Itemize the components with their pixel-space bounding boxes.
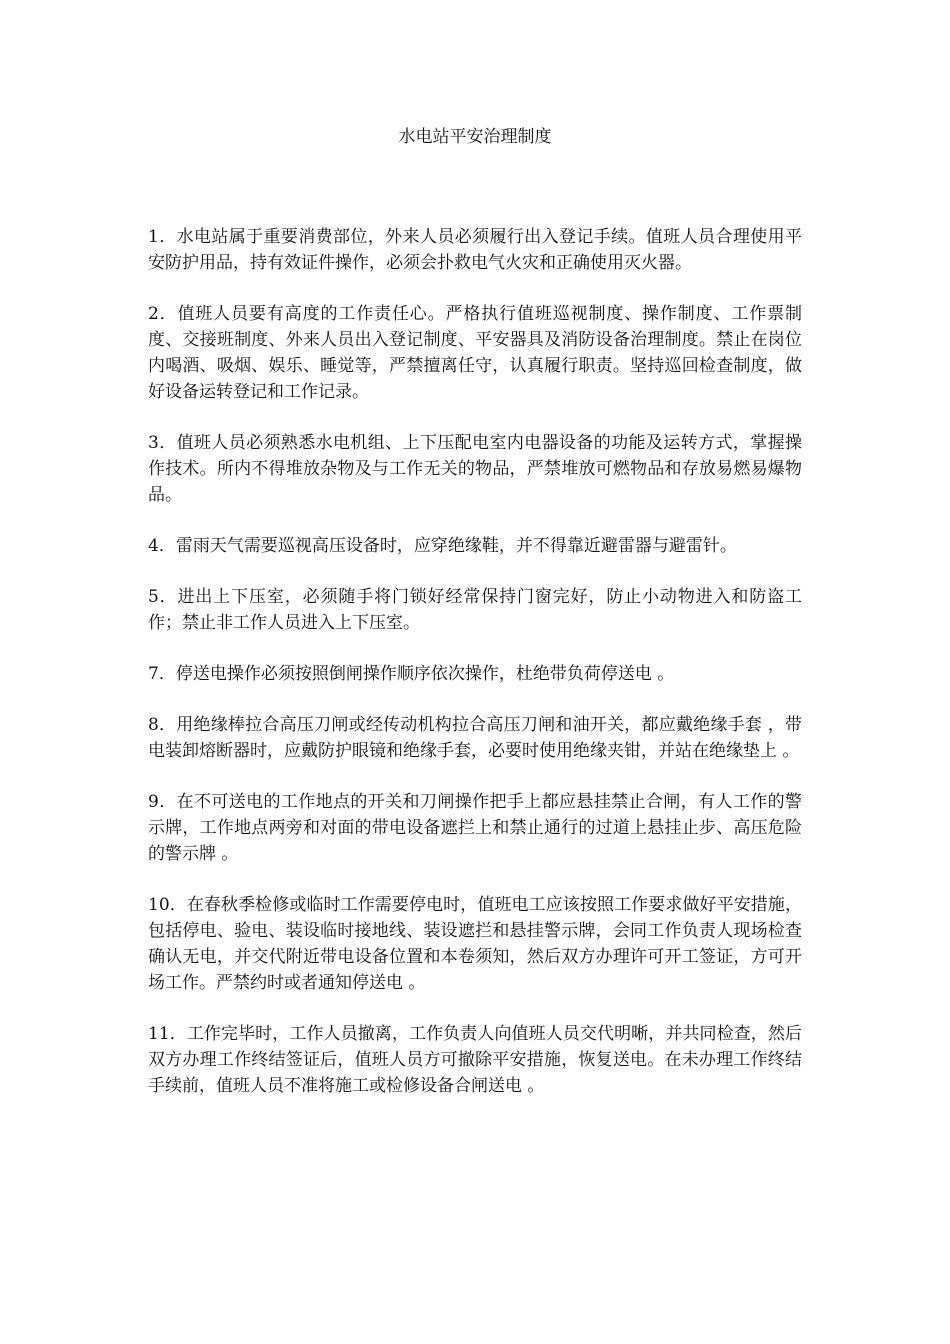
paragraph-5: 5．进出上下压室，必须随手将门锁好经常保持门窗完好，防止小动物进入和防盗工作；禁止非工作人员进入上下压室。 [148, 587, 802, 633]
paragraph-11: 11．工作完毕时，工作人员撤离，工作负责人向值班人员交代明晰，并共同检查，然后双方办理工作终结签证后，值班人员方可撤除平安措施，恢复送电。在未办理工作终结手续前，值班人员不准将施工或检修设备合闸送电 。 [148, 1024, 802, 1096]
paragraph-1: 1．水电站属于重要消费部位，外来人员必须履行出入登记手续。值班人员合理使用平安防护用品，持有效证件操作，必须会扑救电气火灾和正确使用灭火器。 [148, 227, 802, 273]
paragraph-9: 9．在不可送电的工作地点的开关和刀闸操作把手上都应悬挂禁止合闸，有人工作的警示牌，工作地点两旁和对面的带电设备遮拦上和禁止通行的过道上悬挂止步、高压危险的警示牌 。 [148, 792, 802, 864]
paragraph-10: 10．在春秋季检修或临时工作需要停电时，值班电工应该按照工作要求做好平安措施，包括停电、验电、装设临时接地线、装设遮拦和悬挂警示牌，会同工作负责人现场检查确认无电，并交代附近带电设备位置和本卷须知，然后双方办理许可开工签证，方可开场工作。严禁约时或者通知停送电 。 [148, 895, 802, 993]
paragraph-8: 8．用绝缘棒拉合高压刀闸或经传动机构拉合高压刀闸和油开关，都应戴绝缘手套 ，带电装卸熔断器时，应戴防护眼镜和绝缘手套，必要时使用绝缘夹钳，并站在绝缘垫上 。 [148, 715, 802, 761]
document-body [148, 224, 802, 1124]
paragraph-7: 7．停送电操作必须按照倒闸操作顺序依次操作，杜绝带负荷停送电 。 [148, 664, 675, 684]
document-title: 水电站平安治理制度 [398, 127, 552, 147]
paragraph-3: 3．值班人员必须熟悉水电机组、上下压配电室内电器设备的功能及运转方式，掌握操作技术。所内不得堆放杂物及与工作无关的物品，严禁堆放可燃物品和存放易燃易爆物品。 [148, 433, 802, 505]
paragraph-4: 4．雷雨天气需要巡视高压设备时，应穿绝缘鞋，并不得靠近避雷器与避雷针。 [148, 536, 737, 556]
paragraph-2: 2．值班人员要有高度的工作责任心。严格执行值班巡视制度、操作制度、工作票制度、交接班制度、外来人员出入登记制度、平安器具及消防设备治理制度。禁止在岗位内喝酒、吸烟、娱乐、睡觉等，严禁擅离任守，认真履行职责。坚持巡回检查制度，做好设备运转登记和工作记录。 [148, 304, 802, 402]
